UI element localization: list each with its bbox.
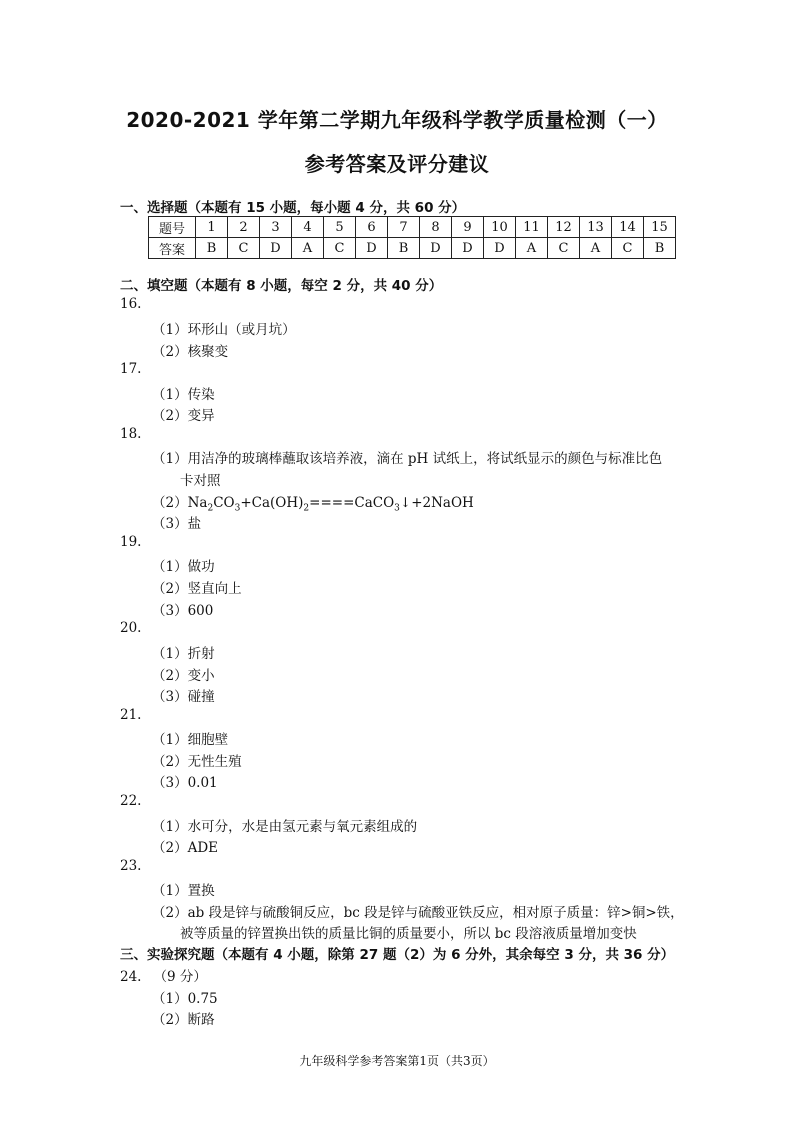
subscript: 3 (394, 503, 400, 514)
question-number: 22. (120, 793, 142, 809)
equation-part: CO (213, 495, 235, 511)
chemical-equation (152, 491, 474, 514)
section-heading-experiment: 三、实验探究题（本题有 4 小题，除第 27 题（2）为 6 分外，其余每空 3 分，共 36 分） (120, 947, 675, 963)
table-header-cell: 答案 (149, 238, 196, 259)
subscript: 2 (207, 503, 214, 514)
table-cell: 7 (388, 217, 420, 238)
equation-part: +Ca(OH) (240, 495, 304, 511)
answer-line: （1）置换 (152, 883, 215, 899)
table-cell: D (356, 238, 388, 259)
table-cell: D (260, 238, 292, 259)
answer-line: （1）做功 (152, 559, 215, 575)
table-cell: 6 (356, 217, 388, 238)
table-cell: 12 (548, 217, 580, 238)
table-cell: C (612, 238, 644, 259)
table-cell: C (228, 238, 260, 259)
table-cell: 11 (516, 217, 548, 238)
answer-line: （1）水可分，水是由氢元素与氧元素组成的 (152, 819, 418, 835)
subscript: 2 (303, 503, 310, 514)
table-cell: 4 (292, 217, 324, 238)
table-row-answers (149, 238, 676, 259)
answer-line: （1）细胞壁 (152, 732, 229, 748)
question-number: 17. (120, 361, 142, 377)
answer-line: （1）用洁净的玻璃棒蘸取该培养液，滴在 pH 试纸上，将试纸显示的颜色与标准比色 (152, 451, 663, 467)
answer-line: （2）变异 (152, 408, 215, 424)
table-cell: 1 (196, 217, 228, 238)
page-subtitle: 参考答案及评分建议 (304, 152, 490, 176)
question-number: 21. (120, 707, 142, 723)
page-footer: 九年级科学参考答案第1页（共3页） (299, 1054, 495, 1068)
answer-line-continued: 被等质量的锌置换出铁的质量比铜的质量要小，所以 bc 段溶液质量增加变快 (180, 926, 637, 942)
table-cell: 5 (324, 217, 356, 238)
table-cell: 8 (420, 217, 452, 238)
table-cell: D (484, 238, 516, 259)
table-cell: 2 (228, 217, 260, 238)
answer-line: （2）ab 段是锌与硫酸铜反应，bc 段是锌与硫酸亚铁反应，相对原子质量：锌>铜>铁， (152, 905, 684, 921)
table-cell: B (196, 238, 228, 259)
question-number: 18. (120, 426, 142, 442)
answer-line: （3）碰撞 (152, 689, 215, 705)
answer-line: （2）断路 (152, 1012, 215, 1028)
table-cell: D (420, 238, 452, 259)
table-header-cell: 题号 (149, 217, 196, 238)
answer-line: （3）盐 (152, 516, 202, 532)
section-heading-fill: 二、填空题（本题有 8 小题，每空 2 分，共 40 分） (120, 278, 443, 294)
table-cell: 15 (644, 217, 676, 238)
question-number (120, 965, 207, 985)
answer-table (148, 216, 676, 259)
answer-line: （2）ADE (152, 840, 219, 856)
table-cell: A (516, 238, 548, 259)
page-title: 2020-2021 学年第二学期九年级科学教学质量检测（一） (126, 108, 668, 132)
equation-part: ====CaCO (309, 495, 395, 511)
answer-line: （1）0.75 (152, 991, 218, 1007)
question-number: 20. (120, 620, 142, 636)
equation-part: ↓+2NaOH (399, 495, 474, 511)
equation-part: （2）Na (152, 495, 208, 511)
table-cell: B (388, 238, 420, 259)
answer-line: （2）核聚变 (152, 344, 229, 360)
question-score: （9 分） (153, 969, 207, 985)
answer-line: （3）0.01 (152, 775, 218, 791)
table-cell: 9 (452, 217, 484, 238)
section-heading-choice: 一、选择题（本题有 15 小题，每小题 4 分，共 60 分） (120, 200, 466, 216)
table-cell: 14 (612, 217, 644, 238)
table-cell: 10 (484, 217, 516, 238)
question-number: 23. (120, 858, 142, 874)
subscript: 3 (234, 503, 241, 514)
question-number: 16. (120, 296, 142, 312)
table-cell: C (548, 238, 580, 259)
question-number: 19. (120, 534, 142, 550)
table-cell: B (644, 238, 676, 259)
answer-line: （1）折射 (152, 646, 215, 662)
table-cell: D (452, 238, 484, 259)
answer-line: （3）600 (152, 603, 214, 619)
answer-line-continued: 卡对照 (180, 473, 221, 489)
table-cell: C (324, 238, 356, 259)
table-cell: 3 (260, 217, 292, 238)
question-number-text: 24. (120, 969, 142, 985)
answer-line: （2）无性生殖 (152, 754, 242, 770)
answer-line: （1）传染 (152, 387, 215, 403)
answer-line: （1）环形山（或月坑） (152, 322, 296, 338)
table-cell: A (580, 238, 612, 259)
answer-line: （2）变小 (152, 668, 215, 684)
table-cell: 13 (580, 217, 612, 238)
table-row-numbers (149, 217, 676, 238)
answer-line: （2）竖直向上 (152, 581, 242, 597)
table-cell: A (292, 238, 324, 259)
